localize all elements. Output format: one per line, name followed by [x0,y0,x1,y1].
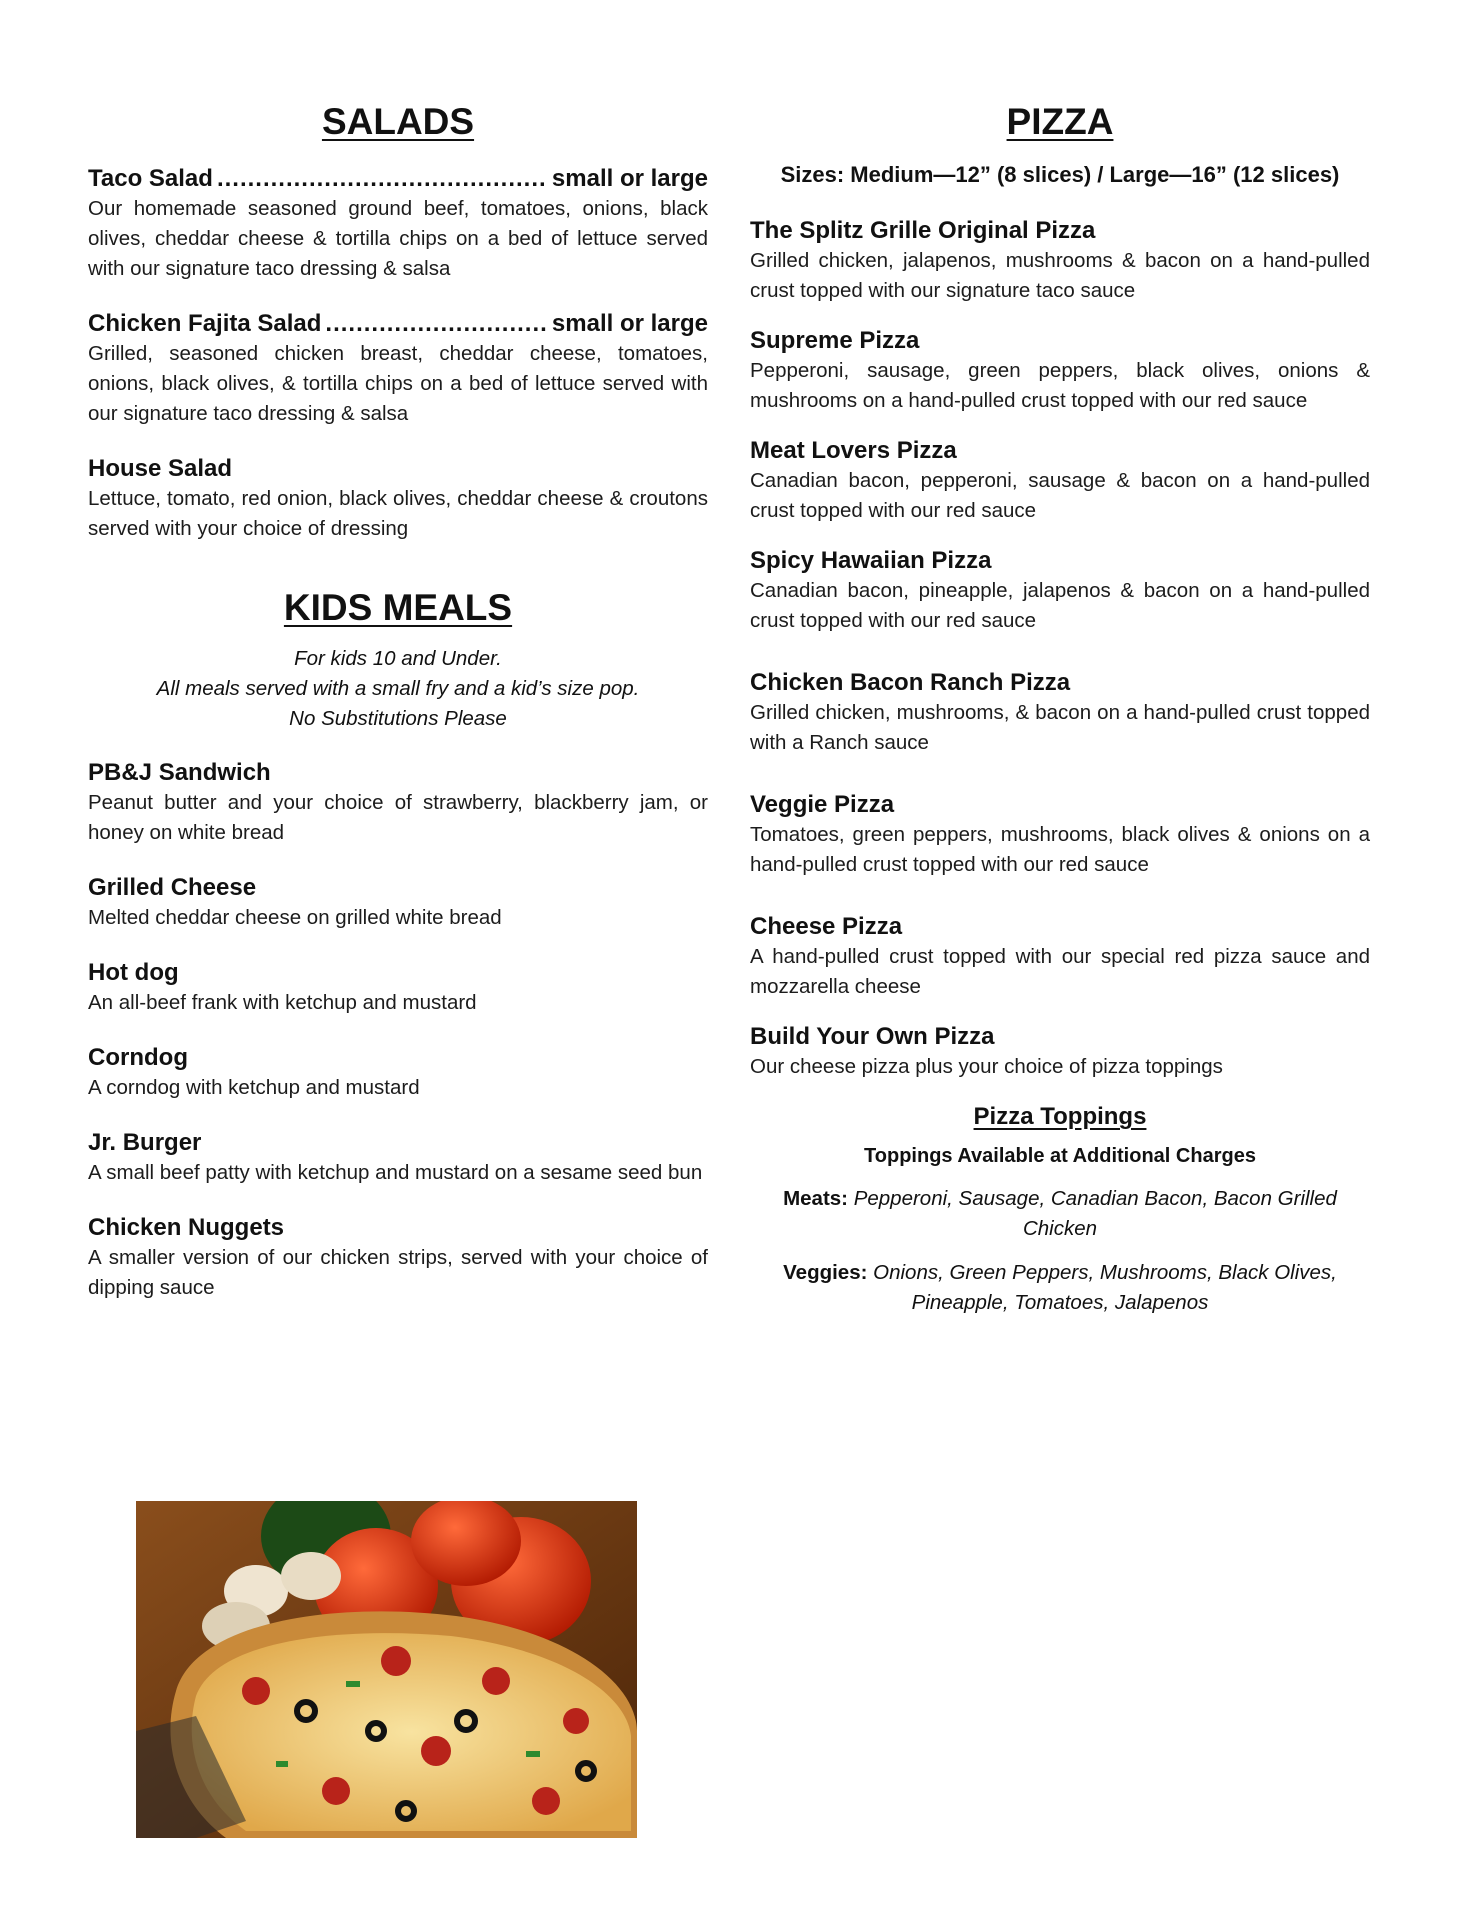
pizza-toppings-subtitle: Toppings Available at Additional Charges [864,1145,1256,1167]
item-description: A corndog with ketchup and mustard [88,1076,420,1099]
item-name: Meat Lovers Pizza [750,437,957,464]
item-description: Our cheese pizza plus your choice of pizza toppings [750,1055,1223,1078]
pizza-photo [136,1501,637,1838]
item-name: Build Your Own Pizza [750,1023,995,1050]
pizza-toppings-section [750,1102,1370,1318]
note-line: No Substitutions Please [289,707,507,730]
pizza-sizes: Sizes: Medium—12” (8 slices) / Large—16” (12 slices) [780,162,1340,187]
item-description: Tomatoes, green peppers, mushrooms, black olives & onions on a hand-pulled crust topped with our red sauce [750,823,1370,876]
item-name: PB&J Sandwich [88,759,271,786]
item-description: A small beef patty with ketchup and mustard on a sesame seed bun [88,1161,703,1184]
item-name: Supreme Pizza [750,327,920,354]
note-line: All meals served with a small fry and a kid’s size pop. [156,677,640,700]
item-description: Melted cheddar cheese on grilled white bread [88,906,502,929]
item-name: Hot dog [88,959,179,986]
dot-leader [325,309,548,339]
item-size-option: small or large [551,310,708,337]
item-description: An all-beef frank with ketchup and mustard [88,991,477,1014]
item-description: Canadian bacon, pineapple, jalapenos & bacon on a hand-pulled crust topped with our red sauce [750,579,1370,632]
menu-item-house-salad [88,454,708,544]
item-size-option: small or large [551,165,708,192]
item-description: Grilled chicken, mushrooms, & bacon on a hand-pulled crust topped with a Ranch sauce [750,701,1370,754]
pizza-illustration [136,1501,637,1838]
kids-meals-notes [88,644,708,734]
item-name: House Salad [88,455,233,482]
menu-item-supreme-pizza [750,326,1370,416]
item-name: Taco Salad [88,165,213,192]
menu-item-cheese-pizza [750,912,1370,1002]
veggies-label: Veggies: [783,1261,868,1284]
menu-item-original-pizza [750,216,1370,306]
menu-item-chicken-bacon-ranch-pizza [750,668,1370,758]
item-description: A hand-pulled crust topped with our special red pizza sauce and mozzarella cheese [750,945,1370,998]
menu-item-chicken-fajita-salad [88,309,708,429]
item-description: Pepperoni, sausage, green peppers, black olives, onions & mushrooms on a hand-pulled crust topped with our red sauce [750,359,1370,412]
menu-item-hot-dog [88,958,708,1018]
meats-list: Pepperoni, Sausage, Canadian Bacon, Bacon Grilled Chicken [853,1187,1337,1240]
item-name: Chicken Bacon Ranch Pizza [750,669,1071,696]
item-name: Jr. Burger [88,1129,202,1156]
item-name: Grilled Cheese [88,874,257,901]
item-name: Chicken Fajita Salad [88,310,322,337]
veggies-toppings [750,1258,1370,1318]
meats-label: Meats: [783,1187,848,1210]
menu-item-grilled-cheese [88,873,708,933]
meats-toppings [750,1184,1370,1244]
item-description: Grilled chicken, jalapenos, mushrooms & bacon on a hand-pulled crust topped with our signature taco sauce [750,249,1370,302]
menu-item-taco-salad [88,164,708,284]
item-description: Our homemade seasoned ground beef, tomatoes, onions, black olives, cheddar cheese & tortilla chips on a bed of lettuce served with our signature taco dressing & salsa [88,197,708,280]
menu-item-chicken-nuggets [88,1213,708,1303]
item-description: Grilled, seasoned chicken breast, cheddar cheese, tomatoes, onions, black olives, & tortilla chips on a bed of lettuce served with our signature taco dressing & salsa [88,342,708,425]
pizza-toppings-heading: Pizza Toppings [973,1103,1147,1130]
item-description: Peanut butter and your choice of strawberry, blackberry jam, or honey on white bread [88,791,708,844]
salads-heading: SALADS [321,101,475,142]
right-column [750,98,1370,1332]
dot-leader [217,164,548,194]
item-name: Spicy Hawaiian Pizza [750,547,992,574]
item-name: Chicken Nuggets [88,1214,285,1241]
item-name: The Splitz Grille Original Pizza [750,217,1096,244]
item-name: Cheese Pizza [750,913,903,940]
item-name: Corndog [88,1044,188,1071]
item-description: A smaller version of our chicken strips, served with your choice of dipping sauce [88,1246,708,1299]
veggies-list: Onions, Green Peppers, Mushrooms, Black Olives, Pineapple, Tomatoes, Jalapenos [873,1261,1337,1314]
item-name: Veggie Pizza [750,791,895,818]
item-description: Canadian bacon, pepperoni, sausage & bacon on a hand-pulled crust topped with our red sauce [750,469,1370,522]
item-description: Lettuce, tomato, red onion, black olives, cheddar cheese & croutons served with your choice of dressing [88,487,708,540]
left-column [88,98,708,1328]
menu-item-corndog [88,1043,708,1103]
menu-item-jr-burger [88,1128,708,1188]
menu-item-build-your-own-pizza [750,1022,1370,1082]
note-line: For kids 10 and Under. [294,647,502,670]
menu-item-meat-lovers-pizza [750,436,1370,526]
menu-item-pbj-sandwich [88,758,708,848]
kids-meals-heading: KIDS MEALS [283,587,513,628]
menu-item-spicy-hawaiian-pizza [750,546,1370,636]
menu-item-veggie-pizza [750,790,1370,880]
pizza-heading: PIZZA [1006,101,1114,142]
